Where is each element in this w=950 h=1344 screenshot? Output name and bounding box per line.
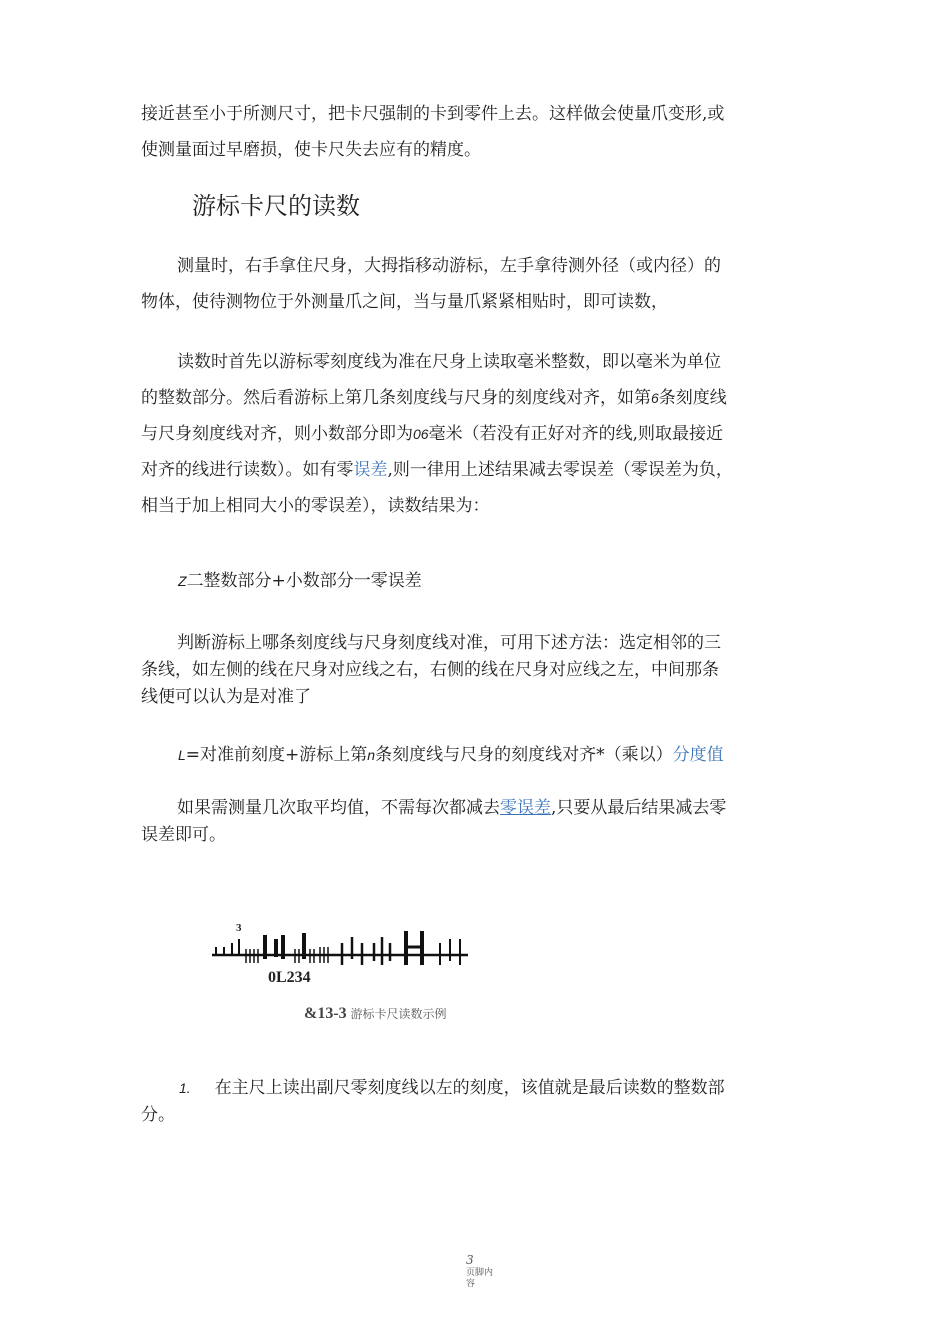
- formula1-text: 二整数部分+小数部分一零误差: [186, 571, 422, 591]
- para3-line3a: 与尺身刻度线对齐，则小数部分即为: [141, 424, 413, 444]
- formula2-text2: 条刻度线与尺身的刻度线对齐*（乘以）: [375, 745, 673, 765]
- link-division-value[interactable]: 分度值: [672, 745, 724, 765]
- formula2-var: L: [178, 747, 186, 763]
- para5-line1a: 如果需测量几次取平均值，不需每次都减去: [177, 798, 500, 818]
- footer-label-1: 页脚内: [466, 1268, 494, 1278]
- paragraph-measure: [141, 248, 821, 320]
- formula2-n: n: [367, 747, 376, 763]
- figure-small-number: 3: [236, 922, 242, 934]
- step-1-line1: 在主尺上读出副尺零刻度线以左的刻度，该值就是最后读数的整数部: [214, 1078, 725, 1098]
- para5-line1b: ,只要从最后结果减去零: [551, 798, 727, 818]
- formula-result: [178, 563, 858, 599]
- para4-line2: 条线，如左侧的线在尺身对应线之右，右侧的线在尺身对应线之左，中间那条: [141, 660, 719, 680]
- paragraph-judge: [141, 630, 821, 711]
- para4-line3: 线便可以认为是对准了: [141, 687, 311, 707]
- step-1-number: 1.: [179, 1080, 191, 1096]
- scale-numbers: 0L234: [268, 969, 311, 986]
- para2-line1: 测量时，右手拿住尺身，大拇指移动游标，左手拿待测外径（或内径）的: [177, 256, 721, 276]
- figure-caption-number: &13-3: [304, 1005, 347, 1022]
- formula2-text1: =对准前刻度+游标上第: [185, 745, 368, 765]
- para3-line5: 相当于加上相同大小的零误差），读数结果为：: [141, 496, 490, 516]
- section-heading: 游标卡尺的读数: [192, 192, 360, 220]
- para3-line3num: 06: [413, 426, 429, 442]
- step-1-line2: 分。: [141, 1105, 175, 1125]
- para3-line2a: 的整数部分。然后看游标上第几条刻度线与尺身的刻度线对齐，如第: [141, 388, 651, 408]
- paragraph-reading: [141, 344, 821, 524]
- footer-label-2: 容: [466, 1279, 476, 1289]
- link-zero-error[interactable]: 零误差: [500, 798, 551, 818]
- vernier-scale-figure: [210, 925, 480, 970]
- para3-line2num: 6: [651, 390, 659, 406]
- para3-line4b: ,则一律用上述结果减去零误差（零误差为负，: [387, 460, 733, 480]
- para2-line2: 物体，使待测物位于外测量爪之间，当与量爪紧紧相贴时，即可读数，: [141, 292, 668, 312]
- paragraph-intro: [141, 96, 821, 168]
- page-number: 3: [466, 1253, 474, 1267]
- step-1: [141, 1075, 821, 1129]
- para1-line1: 接近甚至小于所测尺寸，把卡尺强制的卡到零件上去。这样做会使量爪变形,或: [141, 104, 725, 124]
- para3-line1: 读数时首先以游标零刻度线为准在尺身上读取毫米整数，即以毫米为单位: [177, 352, 721, 372]
- para3-line3b: 毫米（若没有正好对齐的线,则取最接近: [428, 424, 723, 444]
- para3-line4a: 对齐的线进行读数）。如有零: [141, 460, 354, 480]
- page-footer: [466, 1255, 506, 1290]
- link-error[interactable]: 误差: [353, 460, 388, 480]
- paragraph-average: [141, 795, 821, 849]
- para4-line1: 判断游标上哪条刻度线与尺身刻度线对准，可用下述方法：选定相邻的三: [177, 633, 721, 653]
- para1-line2: 使测量面过早磨损，使卡尺失去应有的精度。: [141, 140, 481, 160]
- figure-caption: [304, 1005, 447, 1023]
- figure-caption-text: 游标卡尺读数示例: [350, 1007, 447, 1021]
- formula-length: [178, 737, 858, 773]
- para3-line2b: 条刻度线: [658, 388, 727, 408]
- para5-line2: 误差即可。: [141, 825, 226, 845]
- formula1-var: Z: [178, 573, 187, 589]
